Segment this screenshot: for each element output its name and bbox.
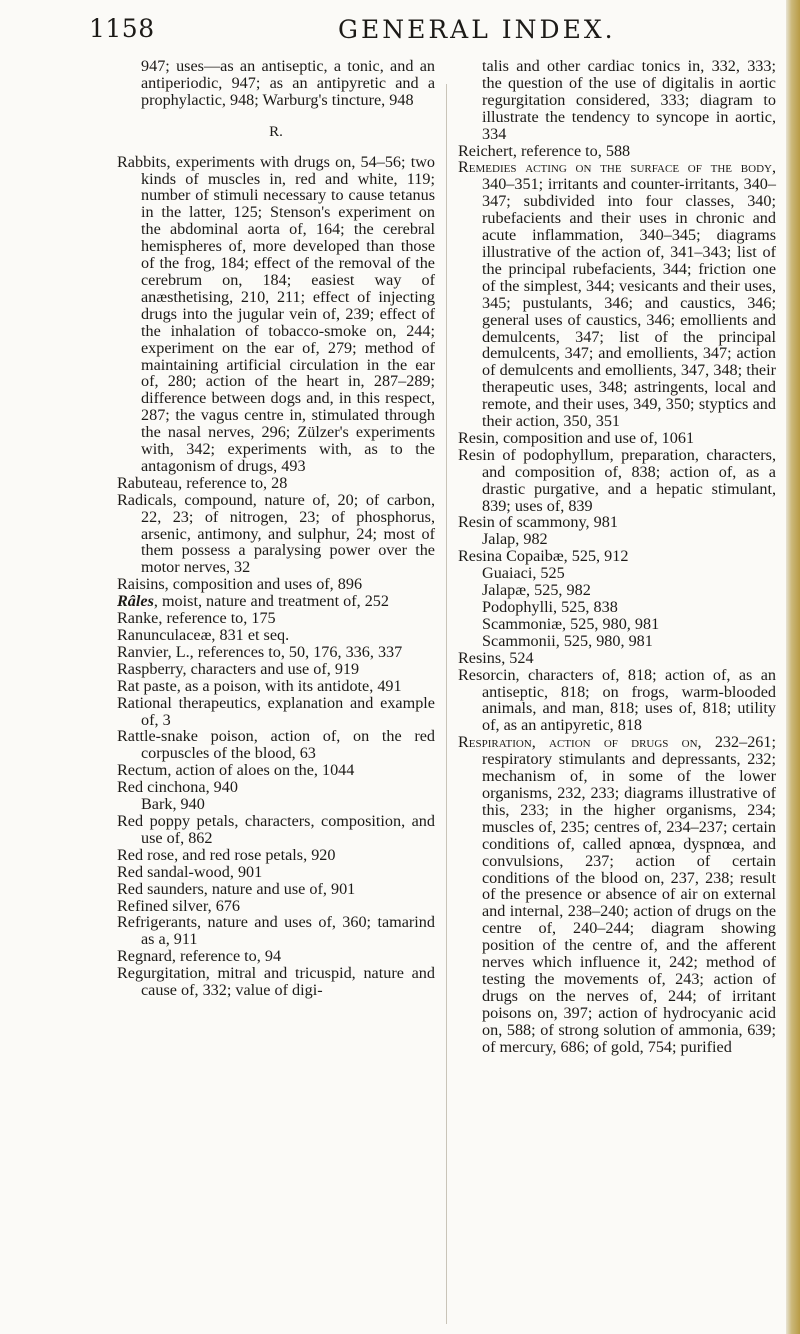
- entry-heading: Respiration, action of drugs on: [458, 733, 698, 752]
- index-subentry: Scammonii, 525, 980, 981: [482, 631, 653, 650]
- entry-locators: , 901: [229, 862, 263, 881]
- index-entry: [117, 728, 435, 762]
- index-entry: [458, 548, 776, 565]
- entry-locators: , as a poison, with its antidote, 491: [176, 676, 402, 695]
- entry-heading: Resin: [458, 428, 495, 447]
- entry-heading: Remedies acting on the surface of the body: [458, 158, 772, 177]
- entry-heading: Red sandal-wood: [117, 862, 230, 881]
- entry-locators: , 940: [205, 778, 238, 797]
- entry-locators: , 340–351; irritants and counter-irritants, 340–347; subdivided into four classes, 340; rubefacients and their uses in chronic and acute inflammation, 340–345; diagrams illustrative of the action of, 341–343; list of the principal rubefacients, 344; friction one of the simplest, 344; vesicants and their uses, 345; pustulants, 346; and caustics, 346; general uses of caustics, 346; emollients and demulcents, 347; list of the principal demulcents, 347; and emollients, 347; action of demulcents and emollients, 347, 348; their therapeutic uses, 348; astringents, local and remote, and their uses, 349, 350; styptics and their action, 350, 351: [482, 158, 776, 431]
- entry-locators: , experiments with drugs on, 54–56; two kinds of muscles in, red and white, 119; number of stimuli necessary to cause tetanus in the latter, 125; Stenson's experiment on the abdominal aorta of, 164; the cerebral hemispheres of, more developed than those of the frog, 184; effect of the removal of the cerebrum on, 184; easiest way of anæsthetising, 210, 211; effect of injecting drugs into the jugular vein of, 239; effect of the inhalation of tobacco-smoke on, 244; experiment on the ear of, 279; method of maintaining artificial circulation in the ear of, 280; action of the heart in, 287–289; difference between dogs and, in this respect, 287; the vagus centre in, stimulated through the nasal nerves, 296; Zülzer's experiments with, 342; experiments with, as to the antagonism of drugs, 493: [141, 152, 435, 475]
- index-entry: [458, 667, 776, 735]
- index-entry: [458, 159, 776, 430]
- left-column: [117, 58, 435, 999]
- entry-locators: , moist, nature and treatment of, 252: [153, 592, 389, 611]
- entry-locators: , characters of, 818; action of, as an antiseptic, 818; on frogs, warm-blooded animals, and man, 818; uses of, 818; utility of, as an antipyretic, 818: [482, 665, 776, 735]
- entry-locators: , reference to, 588: [512, 141, 631, 160]
- index-entry: [117, 847, 435, 864]
- entry-heading: Radicals: [117, 490, 173, 509]
- entry-locators: , 525, 912: [563, 547, 629, 566]
- page-number: 1158: [89, 14, 155, 43]
- index-subentry: Bark, 940: [141, 795, 205, 814]
- entry-locators: , nature and use of, 901: [203, 879, 356, 898]
- index-entry: [117, 914, 435, 948]
- entry-heading: Refrigerants: [117, 913, 198, 932]
- entry-heading: Rabbits: [117, 152, 167, 171]
- index-entry: [117, 661, 435, 678]
- index-entry: [117, 898, 435, 915]
- entry-heading: Reichert: [458, 141, 513, 160]
- index-entry: [117, 475, 435, 492]
- index-subentry: Guaiaci, 525: [482, 564, 565, 583]
- right-column: [458, 58, 776, 1055]
- entry-locators: , characters and use of, 919: [182, 659, 360, 678]
- entry-heading: Rat paste: [117, 676, 177, 695]
- entry-locators: , mitral and tricuspid, nature and cause of, 332; value of digi-: [141, 964, 435, 1000]
- continued-entry: talis and other cardiac tonics in, 332, 333; the question of the use of digitalis in aortic regurgitation considered, 333; diagram to illustrate the tendency to syncope in aortic, 334: [482, 57, 776, 143]
- index-entry: [117, 762, 435, 779]
- running-head: GENERAL INDEX.: [338, 15, 616, 44]
- entry-locators: , 981: [585, 513, 618, 532]
- index-entry: [117, 948, 435, 965]
- entry-locators: , preparation, characters, and composition of, 838; action of, as a drastic purgative, and a hepatic stimulant, 839; uses of, 839: [482, 445, 776, 515]
- continued-entry: 947; uses—as an antiseptic, a tonic, and an antiperiodic, 947; as an antipyretic and a prophylactic, 948; Warburg's tincture, 948: [141, 57, 435, 109]
- entry-locators: , action of aloes on the, 1044: [167, 761, 355, 780]
- entry-heading: Red saunders: [117, 879, 204, 898]
- entry-heading: Resins: [458, 648, 502, 667]
- index-entry: [117, 813, 435, 847]
- entry-locators: , L., references to, 50, 176, 336, 337: [167, 642, 403, 661]
- index-entry: [117, 154, 435, 475]
- index-subentry: Jalap, 982: [482, 530, 548, 549]
- entry-locators: , 676: [207, 896, 240, 915]
- entry-heading: Red rose: [117, 845, 175, 864]
- entry-locators: , reference to, 175: [158, 609, 276, 628]
- index-subentry: Podophylli, 525, 838: [482, 598, 618, 616]
- entry-heading: Raspberry: [117, 659, 183, 678]
- entry-locators: , compound, nature of, 20; of carbon, 22, 23; of nitrogen, 23; of phosphorus, arsenic, antimony, and sulphur, 24; most of them possess a paralysing power over the motor nerves, 32: [141, 490, 435, 577]
- entry-locators: , reference to, 94: [171, 947, 282, 966]
- entry-locators: , composition and use of, 1061: [494, 428, 695, 447]
- entry-heading: Regurgitation: [117, 964, 206, 983]
- entry-heading: Râles: [117, 592, 154, 611]
- entry-locators: , composition and uses of, 896: [164, 575, 363, 594]
- index-entry: [458, 514, 776, 531]
- entry-locators: , nature and uses of, 360; tamarind as a, 911: [141, 913, 435, 949]
- entry-heading: Refined silver: [117, 896, 208, 915]
- column-divider: [446, 84, 447, 1324]
- page-edge: [786, 0, 800, 1334]
- entry-heading: Rectum: [117, 761, 168, 780]
- entry-heading: Resin of scammony: [458, 513, 586, 532]
- entry-heading: Red poppy petals: [117, 811, 235, 830]
- index-entry: [117, 678, 435, 695]
- entry-locators: , 524: [501, 648, 534, 667]
- entry-locators: , characters, composition, and use of, 862: [141, 811, 435, 847]
- index-entry: [117, 864, 435, 881]
- right-entries: [458, 143, 776, 1056]
- entry-heading: Rational therapeutics: [117, 693, 257, 712]
- entry-heading: Resin of podophyllum: [458, 445, 610, 464]
- entry-heading: Regnard: [117, 947, 172, 966]
- entry-heading: Rattle-snake poison: [117, 727, 254, 746]
- index-entry: [117, 492, 435, 577]
- index-subentry: Jalapæ, 525, 982: [482, 581, 591, 600]
- entry-heading: Ranke: [117, 609, 159, 628]
- entry-heading: Raisins: [117, 575, 165, 594]
- index-entry: [458, 447, 776, 515]
- entry-locators: , 831 et seq.: [211, 626, 290, 644]
- left-entries: [117, 154, 435, 999]
- index-entry: [458, 650, 776, 667]
- entry-locators: , explanation and example of, 3: [141, 693, 435, 729]
- entry-heading: Resorcin: [458, 665, 516, 684]
- entry-heading: Ranunculaceæ: [117, 626, 212, 644]
- entry-locators: , and red rose petals, 920: [174, 845, 336, 864]
- index-entry: [117, 881, 435, 898]
- entry-heading: Rabuteau: [117, 473, 179, 492]
- index-entry: [117, 627, 435, 644]
- index-entry: [458, 734, 776, 1055]
- entry-heading: Ranvier: [117, 642, 168, 661]
- index-subentry: Scammoniæ, 525, 980, 981: [482, 614, 660, 633]
- entry-heading: Resina Copaibæ: [458, 547, 564, 566]
- index-entry: [117, 576, 435, 593]
- index-entry: [458, 143, 776, 160]
- index-entry: [458, 430, 776, 447]
- index-entry: [117, 610, 435, 627]
- index-entry: [117, 779, 435, 796]
- entry-locators: , 232–261; respiratory stimulants and depressants, 232; mechanism of, in some of the lower organisms, 232, 233; diagrams illustrative of this, 233; in the higher organisms, 234; muscles of, 235; centres of, 234–237; certain conditions of, called apnœa, dyspnœa, and convulsions, 237; action of certain conditions of the blood on, 237, 238; result of the presence or absence of air on external and internal, 238–240; action of drugs on the centre of, 240–244; diagram showing position of the centre of, and the afferent nerves which influence it, 242; method of testing the movements of, 243; action of drugs on the nerves of, 244; of irritant poisons on, 397; action of hydrocyanic acid on, 588; of strong solution of ammonia, 639; of mercury, 686; of gold, 754; purified: [482, 733, 776, 1056]
- index-entry: [117, 593, 435, 610]
- entry-heading: Red cinchona: [117, 778, 206, 797]
- index-entry: [117, 965, 435, 999]
- section-letter: R.: [269, 123, 283, 140]
- index-entry: [117, 644, 435, 661]
- entry-locators: , reference to, 28: [178, 473, 288, 492]
- entry-locators: , action of, on the red corpuscles of the blood, 63: [141, 727, 436, 763]
- index-entry: [117, 695, 435, 729]
